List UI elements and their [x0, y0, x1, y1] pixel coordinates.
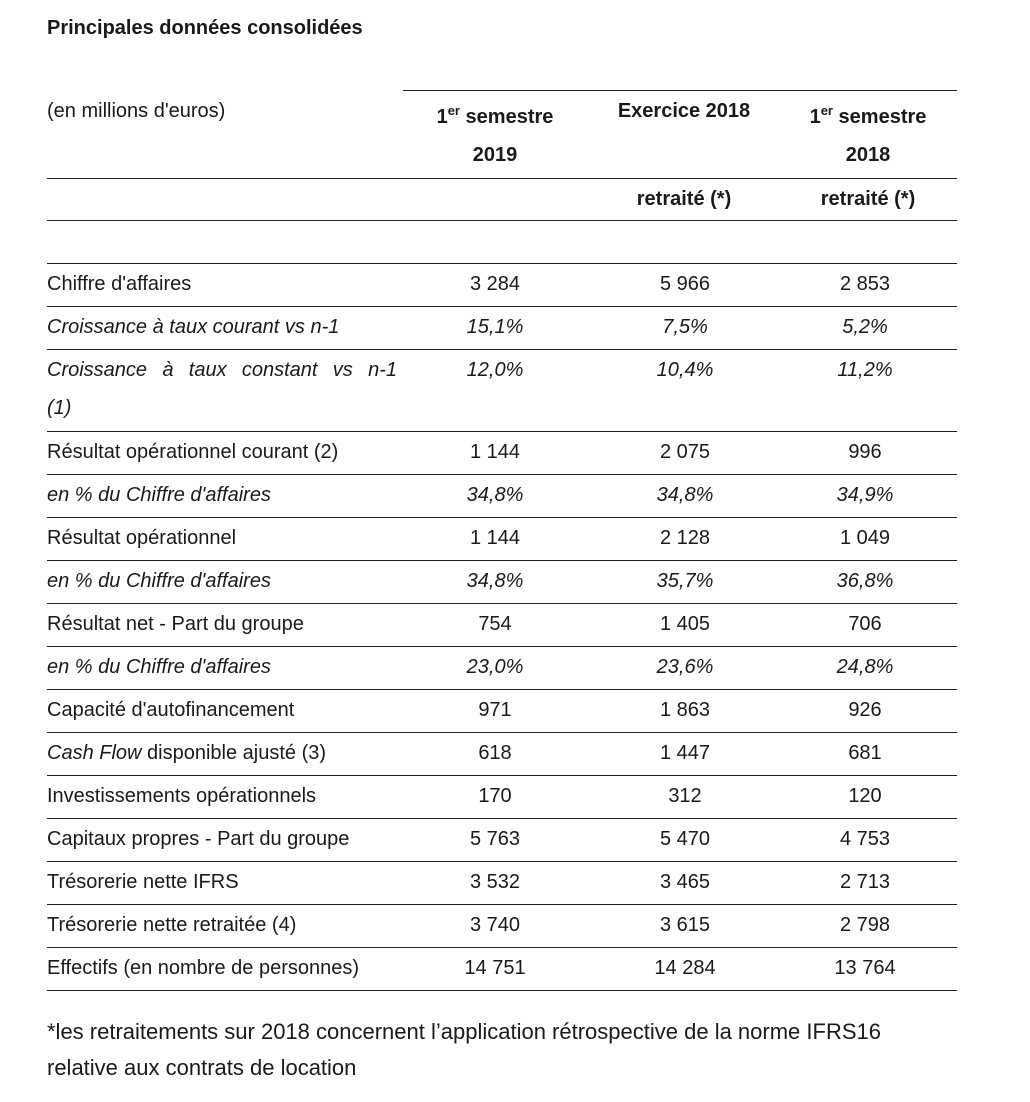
- value-ex-2018: 10,4%: [656, 359, 714, 381]
- value-h1-2018: 4 753: [839, 828, 891, 850]
- value-ex-2018: 23,6%: [656, 656, 714, 678]
- value-h1-2019: 12,0%: [466, 359, 524, 381]
- value-h1-2018: 926: [848, 699, 882, 721]
- value-h1-2018: 2 713: [839, 871, 891, 893]
- row-label: Résultat net - Part du groupe: [47, 613, 304, 635]
- header-bottom-rule: [47, 220, 957, 221]
- row-label: Capitaux propres - Part du groupe: [47, 828, 350, 850]
- col2-retraite: retraité (*): [636, 188, 732, 210]
- value-ex-2018: 35,7%: [656, 570, 714, 592]
- units-label: (en millions d'euros): [47, 100, 226, 122]
- col-header-h1-2019: [405, 98, 585, 174]
- table-row: [47, 690, 957, 732]
- value-h1-2019: 34,8%: [466, 570, 524, 592]
- col2-top: Exercice 2018: [617, 100, 751, 122]
- header-top-rule: [403, 90, 957, 91]
- row-label: Chiffre d'affaires: [47, 273, 192, 295]
- row-label: Effectifs (en nombre de personnes): [47, 957, 360, 979]
- row-label: Résultat opérationnel courant (2): [47, 441, 339, 463]
- table-row: [47, 475, 957, 517]
- table-row: [47, 776, 957, 818]
- table-row: [47, 518, 957, 560]
- table-row: [47, 862, 957, 904]
- row-label-italic: Cash Flow: [47, 742, 142, 764]
- col1-word: semestre: [460, 106, 554, 128]
- table-bottom-rule: [47, 990, 957, 991]
- col3-year: 2018: [845, 144, 891, 166]
- value-h1-2019: 3 532: [469, 871, 521, 893]
- col-header-exercice-2018: [594, 92, 774, 130]
- value-ex-2018: 2 128: [659, 527, 711, 549]
- col1-pre: 1: [436, 106, 448, 128]
- table-row: [47, 948, 957, 990]
- value-h1-2018: 706: [848, 613, 882, 635]
- table-row: [47, 264, 957, 306]
- value-h1-2019: 14 751: [464, 957, 526, 979]
- header-mid-rule: [47, 178, 957, 179]
- table-row: [47, 307, 957, 349]
- value-h1-2018: 24,8%: [836, 656, 894, 678]
- col3-word: semestre: [833, 106, 927, 128]
- col1-year: 2019: [472, 144, 518, 166]
- value-ex-2018: 312: [668, 785, 702, 807]
- col3-retraite: retraité (*): [820, 188, 916, 210]
- page-title: Principales données consolidées: [47, 17, 363, 39]
- value-h1-2019: 1 144: [469, 441, 521, 463]
- value-ex-2018: 3 615: [659, 914, 711, 936]
- value-h1-2019: 618: [478, 742, 512, 764]
- table-row: [47, 733, 957, 775]
- table-row: [47, 819, 957, 861]
- table-row: [47, 561, 957, 603]
- value-h1-2018: 120: [848, 785, 882, 807]
- table-row: [47, 604, 957, 646]
- value-ex-2018: 1 405: [659, 613, 711, 635]
- value-h1-2018: 34,9%: [836, 484, 894, 506]
- value-ex-2018: 5 966: [659, 273, 711, 295]
- value-h1-2019: 3 740: [469, 914, 521, 936]
- value-h1-2018: 681: [848, 742, 882, 764]
- table-row: [47, 647, 957, 689]
- value-h1-2019: 170: [478, 785, 512, 807]
- row-label: Résultat opérationnel: [47, 527, 237, 549]
- table-row: [47, 350, 957, 430]
- value-h1-2018: 1 049: [839, 527, 891, 549]
- value-ex-2018: 14 284: [654, 957, 716, 979]
- col-header-h1-2018: [778, 98, 958, 174]
- row-label: Capacité d'autofinancement: [47, 699, 295, 721]
- value-h1-2018: 996: [848, 441, 882, 463]
- value-h1-2018: 5,2%: [842, 316, 888, 338]
- value-ex-2018: 1 447: [659, 742, 711, 764]
- row-label: en % du Chiffre d'affaires: [47, 656, 271, 678]
- value-h1-2019: 5 763: [469, 828, 521, 850]
- row-label-rest: disponible ajusté (3): [141, 742, 327, 764]
- row-label: Trésorerie nette IFRS: [47, 871, 239, 893]
- row-label-line1: Croissance à taux constant vs n-1: [47, 359, 397, 381]
- value-ex-2018: 3 465: [659, 871, 711, 893]
- value-h1-2019: 15,1%: [466, 316, 524, 338]
- value-h1-2018: 2 853: [839, 273, 891, 295]
- col3-pre: 1: [809, 106, 821, 128]
- value-h1-2018: 2 798: [839, 914, 891, 936]
- value-ex-2018: 1 863: [659, 699, 711, 721]
- value-h1-2019: 754: [478, 613, 512, 635]
- value-h1-2019: 1 144: [469, 527, 521, 549]
- row-label: en % du Chiffre d'affaires: [47, 570, 271, 592]
- table-row: [47, 432, 957, 474]
- value-h1-2018: 13 764: [834, 957, 896, 979]
- row-label: Trésorerie nette retraitée (4): [47, 914, 297, 936]
- value-ex-2018: 2 075: [659, 441, 711, 463]
- row-label: en % du Chiffre d'affaires: [47, 484, 271, 506]
- row-label: Croissance à taux courant vs n-1: [47, 316, 340, 338]
- value-ex-2018: 5 470: [659, 828, 711, 850]
- table-row: [47, 905, 957, 947]
- value-h1-2019: 34,8%: [466, 484, 524, 506]
- col1-sup: er: [447, 103, 460, 118]
- value-h1-2018: 36,8%: [836, 570, 894, 592]
- value-ex-2018: 7,5%: [662, 316, 708, 338]
- value-h1-2018: 11,2%: [837, 359, 893, 381]
- row-label: Investissements opérationnels: [47, 785, 317, 807]
- value-h1-2019: 23,0%: [466, 656, 524, 678]
- value-h1-2019: 3 284: [469, 273, 521, 295]
- value-ex-2018: 34,8%: [656, 484, 714, 506]
- row-label-line2: (1): [47, 397, 72, 419]
- col3-sup: er: [820, 103, 833, 118]
- footnote: *les retraitements sur 2018 concernent l’application rétrospective de la norme IFRS16 relative aux contrats de location: [47, 1019, 881, 1080]
- value-h1-2019: 971: [478, 699, 512, 721]
- row-label: [47, 733, 397, 773]
